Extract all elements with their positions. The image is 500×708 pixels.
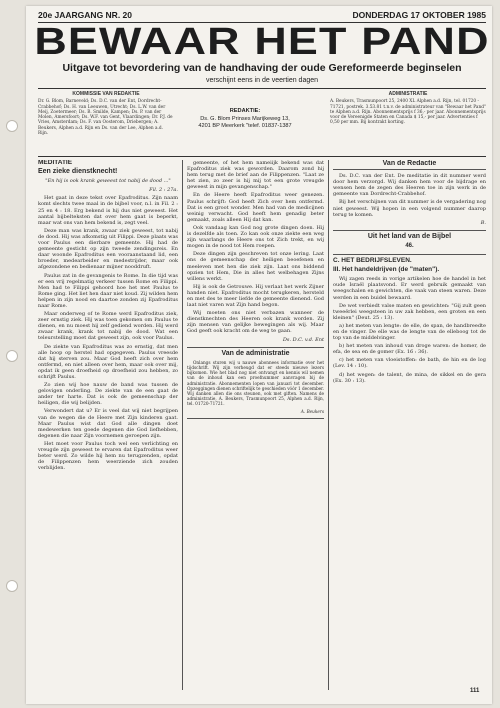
redactie-notice-paragraph: Ds. D.C. van der Ent. De meditatie in dit nummer werd door hem verzorgd. Wij danken hem voor de bijdrage en wensen hem de zegen des Heeren toe in zijn werk in de gemeente van Dordrecht-Crabbehof. [333, 173, 486, 198]
middle-paragraph: En de Heere heeft Epafroditus weer genezen. Paulus schrijft: God heeft Zich over hem ontfermd. Dat is een groot wonder. Men had van de medicijnen weinig verwacht. God heeft hem genadig beter gemaakt, zoals alleen Hij dat kan. [187, 192, 324, 223]
commissie-box [38, 92, 174, 136]
redactie-heading: REDAKTIE: [229, 108, 261, 114]
admin-notice-title: Van de administratie [221, 349, 290, 357]
bijbel-paragraph: De wet verbiedt valse maten en gewichten: "Gij zult geen tweeërlei weegsteen in uw zak hebben, een groten en een kleinen" (Deut. 25 : 13). [333, 302, 486, 321]
bijbel-title: Uit het land van de Bijbel [367, 232, 452, 240]
meditatie-ref: Fil. 2 : 27a. [149, 187, 178, 194]
meditatie-title: Een zieke dienstknecht! [38, 168, 118, 176]
masthead-subtitle: Uitgave tot bevordering van de handhaving der oude Gereformeerde beginselen [62, 62, 462, 74]
bijbel-paragraph: b) het meten van inhoud van droge waren: de homer, de efa, de sea en de gomer (Ex. 16 : 36). [333, 343, 486, 356]
meditatie-paragraph: Paulus zat in de gevangenis te Rome. In die tijd was er een vrij regelmatig verkeer tussen Rome en Filippi. Men had te Filippi gehoord hoe het met Paulus te Rome ging. Het liet hen daar niet koud. Zij wilden hem helpen in zijn nood en daartoe zonden zij Epafroditus naar Rome. [38, 272, 178, 309]
issue-date: DONDERDAG 17 OKTOBER 1985 [352, 10, 486, 20]
right-column [333, 160, 486, 686]
middle-column [187, 160, 324, 688]
administratie-box [330, 92, 486, 126]
page-number: 111 [470, 688, 480, 694]
middle-paragraph: gemeente, of het hem nameiijk bekend was dat Epafroditus ziek was geworden. Daarom zond hij hem terug met de brief aan de Filippenzen. "Laat ze het zien, zo zeer is hij mij tot een grote vreugde geweest in mijn gevangenschap." [187, 160, 324, 191]
bijbel-paragraph: Wij zagen reeds in vorige artikelen hoe de handel in het oude Israël plaatsvond. Er werd gebruik gemaakt van weegschalen en gewichten, die vaak van steen waren. Deze werden in een buidel bewaard. [333, 276, 486, 301]
meditatie-quote: "En hij is ook krank geweest tot nabij de dood ..." [45, 178, 171, 185]
columns-rule [38, 156, 486, 157]
bijbel-subsection: III. Het handeldrijven (de "maten"). [333, 266, 440, 274]
column-divider [328, 160, 329, 690]
masthead-title: BEWAAR HET PAND [34, 21, 490, 63]
bijbel-number: 46. [405, 242, 414, 249]
middle-paragraph: Deze dingen zijn geschreven tot onze lering. Laat ons de gemeenschap der heiligen beoefenen en meeleven met hen die ziek zijn. Laat ons biddend opzien tot Hem, Die in alles het welbehagen Zijns willens werkt. [187, 251, 324, 282]
bijbel-paragraph: a) het meten van lengte: de elle, de span, de handbreedte en de vinger. De elle was de lengte van de elleboog tot de top van de middelvinger. [333, 322, 486, 342]
bijbel-section: C. HET BEDRIJFSLEVEN. [333, 257, 412, 265]
header-rule [38, 88, 486, 89]
administratie-heading: ADMINISTRATIE [388, 91, 428, 97]
bijbel-paragraph: d) het wegen: de talent, de mina, de sikkel en de gera (Ex. 30 : 13). [333, 371, 486, 384]
punch-holes [6, 0, 20, 708]
redactie-notice-paragraph: Bij het verschijnen van dit nummer is de vergadering nog niet geweest. Wij hopen in een volgend nummer daarop terug te komen. [333, 199, 486, 218]
admin-notice-signature: A. Beukers [300, 408, 324, 414]
admin-notice-text: Onlangs sturen wij u nauwe abonnees informatie over het tijdschrift. Wij zijn verheugd dat er steeds nieuwe lezers bijkomen. Wie het blad nog niet ontvangt en kennis wil nemen van de inhoud kan een proefnummer aanvragen bij de administratie. Abonnementen lopen van januari tot december. Opzeggingen dienen schriftelijk te geschieden vóór 1 december. Wij danken allen die ons steunen, ook met giften. Namens de administratie, A. Beukers, Trasmunpoort 25, Alphen a.d. Rijn, tel. 01720-71721. [187, 359, 324, 407]
meditatie-paragraph: Zo zien wij hoe nauw de band was tussen de gelovigen onderling. De ziekte van de een gaat de ander ter harte. Dat is ook de gemeenschap der heiligen, die wij belijden. [38, 382, 178, 407]
admin-notice-box [187, 347, 324, 419]
meditatie-paragraph: Het gaat in deze tekst over Epafroditus. Zijn naam komt slechts twee maal in de bijbel voor, n.l. in Fil. 2 : 25 en 4 : 18. Erg bekend is hij dus niet geweest. Het aantal bijbelteksten dat over hem gaat is beperkt, maar wat ons van hem bekend is, zegt veel. [38, 195, 178, 226]
middle-paragraph: Hij is ook de Getrouwe. Hij verlaat het werk Zijner handen niet. Epafroditus mocht terugkeren, hersteld en met des te meer liefde de gemeente dienend. God laat niet varen wat Zijn hand begon. [187, 283, 324, 309]
punch-hole-icon [6, 120, 18, 132]
punch-hole-icon [6, 580, 18, 592]
middle-paragraph: Ook vandaag kan God nog grote dingen doen. Hij is dezelfde als toen. Zo kan ook onze ziekte een weg zijn waarlangs de Heere ons tot Zich trekt, en wij mogen in de nood tot Hem roepen. [187, 224, 324, 250]
meditatie-column [38, 160, 178, 688]
masthead-frequency: verschijnt eens in de veertien dagen [205, 77, 319, 84]
bijbel-paragraph: c) het meten van vloeistoffen: de bath, de hin en de log (Lev. 14 : 10). [333, 357, 486, 370]
meditatie-paragraph: Maar onderweg of te Rome werd Epafroditus ziek, zeer ernstig ziek. Hij was toen gekomen om Paulus te dienen, en nu moest hij zelf gediend worden. Hij werd zwaar krank, krank tot nabij de dood. Wat een teleurstelling moet dat geweest zijn, ook voor Paulus. [38, 311, 178, 342]
meditatie-section: MEDITATIE [38, 160, 73, 166]
punch-hole-icon [6, 350, 18, 362]
bijbel-article [333, 230, 486, 255]
meditatie-paragraph: Verwondert dat u? Er is veel dat wij niet begrijpen van de wegen die de Heere met Zijn kinderen gaat. Maar Paulus wist dat God alle dingen doet medewerken ten goede degenen die God liefhebben, degenen die naar Zijn voornemen geroepen zijn. [38, 408, 178, 439]
redactie-box [180, 108, 310, 131]
column-divider [182, 160, 183, 690]
middle-paragraph: Wij moeten ons niet verbazen wanneer de dienstknechten des Heeren ook krank worden. Zij zijn mensen van gelijke bewegingen als wij. Maar God geeft ook kracht om de weg te gaan. [187, 310, 324, 335]
commissie-heading: KOMMISSIE VAN REDAKTIE [72, 91, 140, 97]
issue-number: 20e JAARGANG NR. 20 [38, 10, 133, 20]
meditatie-paragraph: Deze man was krank, zwaar ziek geweest, tot nabij de dood. Hij was afkomstig uit Filippi. Deze plaats was voor Paulus een dierbare gemeente. Hij had de gemeente gesticht op zijn tweede zendingsreis. En daar woonde Epafroditus een vooraanstaand lid, een broeder, medearbeider en medestrijder, maar ook afgezondene en bedienaar mijner nooddruft. [38, 227, 178, 271]
meditatie-paragraph: De ziekte van Epafroditus was zo ernstig, dat men alle hoop op herstel had opgegeven. Paulus vreesde dat hij sterven zou. Maar God heeft zich over hem ontfermd, en niet alleen over hem, maar ook over mij, opdat ik geen droefheid op droefheid zou hebben, zo schrijft Paulus. [38, 343, 178, 380]
commissie-text: Dr. G. Blom, Barneveld; Ds. D.C. van der Ent, Dordrecht-Crabbehof; Ds. H. van Leeuwen, Utrecht; Ds. L.W. van der Meij, Zoetermeer; Ds. B. Smilde, Kampen; Ds. P. van der Molen, Amersfoort; Ds. W.F. van Gent, Vlaardingen; Dr. P.J. de Vries, Amsterdam; Ds. F. van Oosterom, Driebergen; A. Beukers, Alphen a.d. Rijn en Ds. van der Lee, Alphen a.d. Rijn. [38, 99, 173, 137]
meditatie-paragraph: Het moet voor Paulus toch wel een verlichting en vreugde zijn geweest te ervaren dat Epafroditus weer beter werd. Zo wilde hij hem nu terugzenden, opdat de Filippenzen hem weerziende zich zouden verblijden. [38, 440, 178, 472]
redactie-name: Ds. G. Blom Prinses Marijkeweg 13, [200, 115, 290, 122]
administratie-text: A. Beukers, Trasmunpoort 25, 2400 XL Alphen a.d. Rijn, tel. 01720 - 71721, postrek. 3.53.81 t.n.v. de administrateur van "Bewaar het Pand" te Alphen a.d. Rijn. Abonnementsprijs f 36,- per jaar. Abonnementsprijs voor de Vereenigde Staten en Canada $ 15,- per jaar. Advertenties f 0,50 per mm. Bij kontrakt korting. [330, 99, 486, 126]
redactie-notice-signature: B. [480, 219, 486, 226]
redactie-address: 4201 BP Meerkerk "telef. 01837-1387 [198, 123, 292, 129]
redactie-notice-title: Van de Redactie [333, 161, 486, 170]
middle-signature: Ds. D.C. v.d. Ent [282, 336, 324, 343]
